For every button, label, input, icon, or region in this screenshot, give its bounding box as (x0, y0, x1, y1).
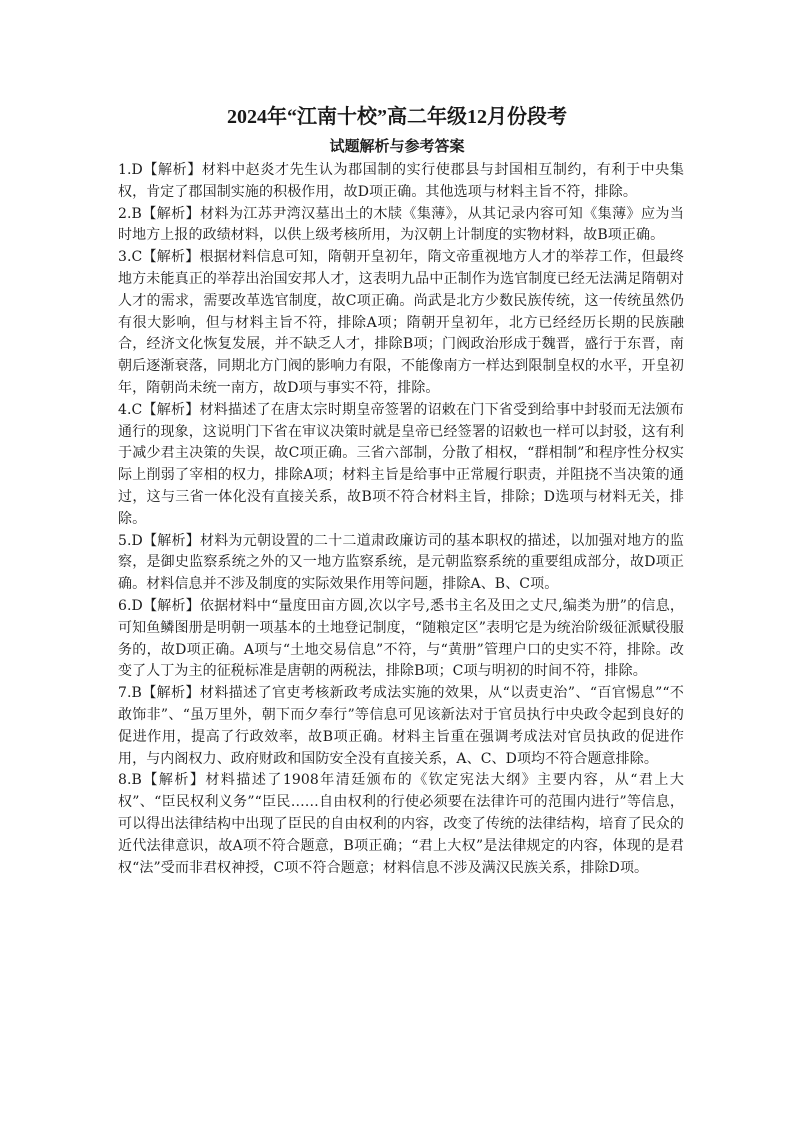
answer-item-8: 8.B【解析】材料描述了1908年清廷颁布的《钦定宪法大纲》主要内容，从“君上大权”、“臣民权利义务”“臣民……自由权利的行使必须要在法律许可的范围内进行”等信息，可以得出法律结构中出现了臣民的自由权利的内容，改变了传统的法律结构，培育了民众的近代法律意识，故A项不符合题意，B项正确；“君上大权”是法律规定的内容，体现的是君权“法”受而非君权神授，C项不符合题意；材料信息不涉及满汉民族关系，排除D项。 (118, 772, 684, 876)
answer-list (118, 160, 684, 879)
answer-item-6: 6.D【解析】依据材料中“量度田亩方圆,次以字号,悉书主名及田之丈尺,编类为册”的信息，可知鱼鳞图册是明朝一项基本的土地登记制度，“随粮定区”表明它是为统治阶级征派赋役服务的，故D项正确。A项与“土地交易信息”不符，与“黄册”管理户口的史实不符，排除。改变了人丁为主的征税标准是唐朝的两税法，排除B项；C项与明初的时间不符，排除。 (118, 597, 684, 680)
document-title: 2024年“江南十校”高二年级12月份段考 (227, 106, 567, 128)
answer-item-5: 5.D【解析】材料为元朝设置的二十二道肃政廉访司的基本职权的描述，以加强对地方的监察，是御史监察系统之外的又一地方监察系统，是元朝监察系统的重要组成部分，故D项正确。材料信息并不涉及制度的实际效果作用等问题，排除A、B、C项。 (118, 532, 684, 593)
answer-item-3: 3.C【解析】根据材料信息可知，隋朝开皇初年，隋文帝重视地方人才的举荐工作，但最终地方未能真正的举荐出治国安邦人才，这表明九品中正制作为选官制度已经无法满足隋朝对人才的需求，需要改革选官制度，故C项正确。尚武是北方少数民族传统，这一传统虽然仍有很大影响，但与材料主旨不符，排除A项；隋朝开皇初年，北方已经经历长期的民族融合，经济文化恢复发展，并不缺乏人才，排除B项；门阀政治形成于魏晋，盛行于东晋，南朝后逐渐衰落，同期北方门阀的影响力有限，不能像南方一样达到限制皇权的水平，开皇初年，隋朝尚未统一南方，故D项与事实不符，排除。 (118, 249, 684, 396)
answer-item-7: 7.B【解析】材料描述了官吏考核新政考成法实施的效果，从“以责吏治”、“百官惕息”“不敢饰非”、“虽万里外，朝下而夕奉行”等信息可见该新法对于官员执行中央政令起到良好的促进作用，提高了行政效率，故B项正确。材料主旨重在强调考成法对官员执政的促进作用，与内阁权力、政府财政和国防安全没有直接关系，A、C、D项均不符合题意排除。 (118, 685, 684, 767)
answer-item-1: 1.D【解析】材料中赵炎才先生认为郡国制的实行使郡县与封国相互制约，有利于中央集权，肯定了郡国制实施的积极作用，故D项正确。其他选项与材料主旨不符，排除。 (118, 162, 684, 200)
document-subtitle: 试题解析与参考答案 (329, 137, 465, 155)
answer-item-2: 2.B【解析】材料为江苏尹湾汉墓出土的木牍《集薄》，从其记录内容可知《集薄》应为当时地方上报的政绩材料，以供上级考核所用，为汉朝上计制度的实物材料，故B项正确。 (118, 205, 684, 244)
answer-item-4: 4.C【解析】材料描述了在唐太宗时期皇帝签署的诏敕在门下省受到给事中封驳而无法颁布通行的现象，这说明门下省在审议决策时就是皇帝已经签署的诏敕也一样可以封驳，这有利于减少君主决策的失误，故C项正确。三省六部制，分散了相权，“群相制”和程序性分权实际上削弱了宰相的权力，排除A项；材料主旨是给事中正常履行职责，并阻挠不当决策的通过，这与三省一体化没有直接关系，故B项不符合材料主旨，排除；D选项与材料无关，排除。 (118, 401, 684, 527)
